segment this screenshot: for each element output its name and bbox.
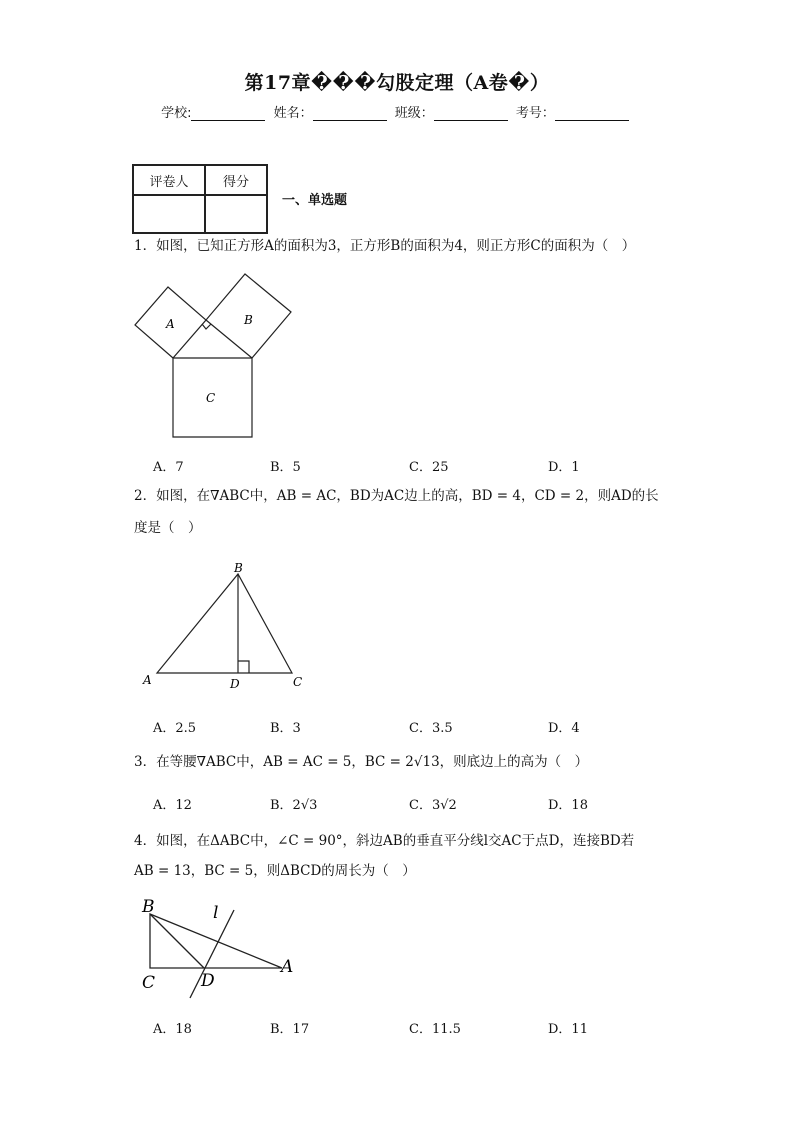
question-4-stem-line1: 4．如图，在ΔABC中，∠C = 90°，斜边AB的垂直平分线l交AC于点D，连接BD若 bbox=[134, 833, 635, 849]
question-2-stem-line1: 2．如图，在∇ABC中，AB = AC，BD为AC边上的高，BD = 4，CD = 2，则AD的长 bbox=[134, 488, 659, 504]
class-label: 班级： bbox=[394, 106, 434, 121]
grader-cell[interactable] bbox=[133, 195, 205, 233]
label-b: B bbox=[244, 313, 253, 327]
label-c: C bbox=[142, 973, 156, 993]
q1-option-b[interactable]: B．5 bbox=[270, 460, 301, 475]
q1-option-d[interactable]: D．1 bbox=[548, 460, 580, 475]
label-d: D bbox=[201, 971, 215, 991]
label-b: B bbox=[234, 561, 243, 575]
id-label: 考号： bbox=[515, 106, 555, 121]
score-cell[interactable] bbox=[205, 195, 267, 233]
q2-option-d[interactable]: D．4 bbox=[548, 721, 580, 736]
q3-option-c[interactable]: C．3√2 bbox=[409, 798, 457, 813]
school-blank[interactable] bbox=[191, 106, 265, 121]
id-blank[interactable] bbox=[555, 106, 629, 121]
label-d: D bbox=[230, 677, 240, 691]
label-c: C bbox=[293, 675, 303, 689]
question-3-stem: 3．在等腰∇ABC中，AB = AC = 5，BC = 2√13，则底边上的高为（ ） bbox=[134, 754, 589, 770]
right-angle-mark bbox=[238, 661, 249, 673]
name-blank[interactable] bbox=[313, 106, 387, 121]
label-a: A bbox=[166, 317, 175, 331]
label-a: A bbox=[281, 957, 294, 977]
section-title: 一、单选题 bbox=[282, 193, 348, 208]
q2-option-c[interactable]: C．3.5 bbox=[409, 721, 453, 736]
q2-option-b[interactable]: B．3 bbox=[270, 721, 301, 736]
q4-option-a[interactable]: A．18 bbox=[153, 1022, 192, 1037]
segment-bd bbox=[150, 914, 204, 968]
q3-option-d[interactable]: D．18 bbox=[548, 798, 588, 813]
score-table bbox=[132, 164, 268, 234]
question-1-stem: 1．如图，已知正方形A的面积为3，正方形B的面积为4，则正方形C的面积为（ ） bbox=[134, 238, 636, 254]
label-a: A bbox=[143, 673, 152, 687]
q1-option-a[interactable]: A．7 bbox=[153, 460, 184, 475]
label-b: B bbox=[142, 897, 155, 917]
q1-option-c[interactable]: C．25 bbox=[409, 460, 449, 475]
school-label: 学校: bbox=[161, 106, 192, 121]
student-info-line bbox=[0, 102, 794, 121]
right-angle-mark bbox=[202, 324, 211, 329]
class-blank[interactable] bbox=[434, 106, 508, 121]
triangle-abc bbox=[157, 574, 292, 673]
q2-option-a[interactable]: A．2.5 bbox=[153, 721, 197, 736]
question-2-figure bbox=[138, 556, 313, 696]
label-c: C bbox=[206, 391, 216, 405]
q4-option-d[interactable]: D．11 bbox=[548, 1022, 588, 1037]
question-4-stem-line2: AB = 13，BC = 5，则ΔBCD的周长为（ ） bbox=[134, 863, 416, 879]
page-title: 第17章���勾股定理（A卷�） bbox=[244, 72, 550, 94]
question-2-stem-line2: 度是（ ） bbox=[134, 520, 202, 536]
q4-option-c[interactable]: C．11.5 bbox=[409, 1022, 461, 1037]
grader-header: 评卷人 bbox=[133, 165, 205, 195]
q4-option-b[interactable]: B．17 bbox=[270, 1022, 310, 1037]
question-4-figure bbox=[136, 894, 306, 1004]
question-1-figure bbox=[130, 272, 300, 442]
score-header: 得分 bbox=[205, 165, 267, 195]
q3-option-a[interactable]: A．12 bbox=[153, 798, 192, 813]
q3-option-b[interactable]: B．2√3 bbox=[270, 798, 318, 813]
name-label: 姓名： bbox=[273, 106, 313, 121]
label-l: l bbox=[213, 903, 219, 923]
